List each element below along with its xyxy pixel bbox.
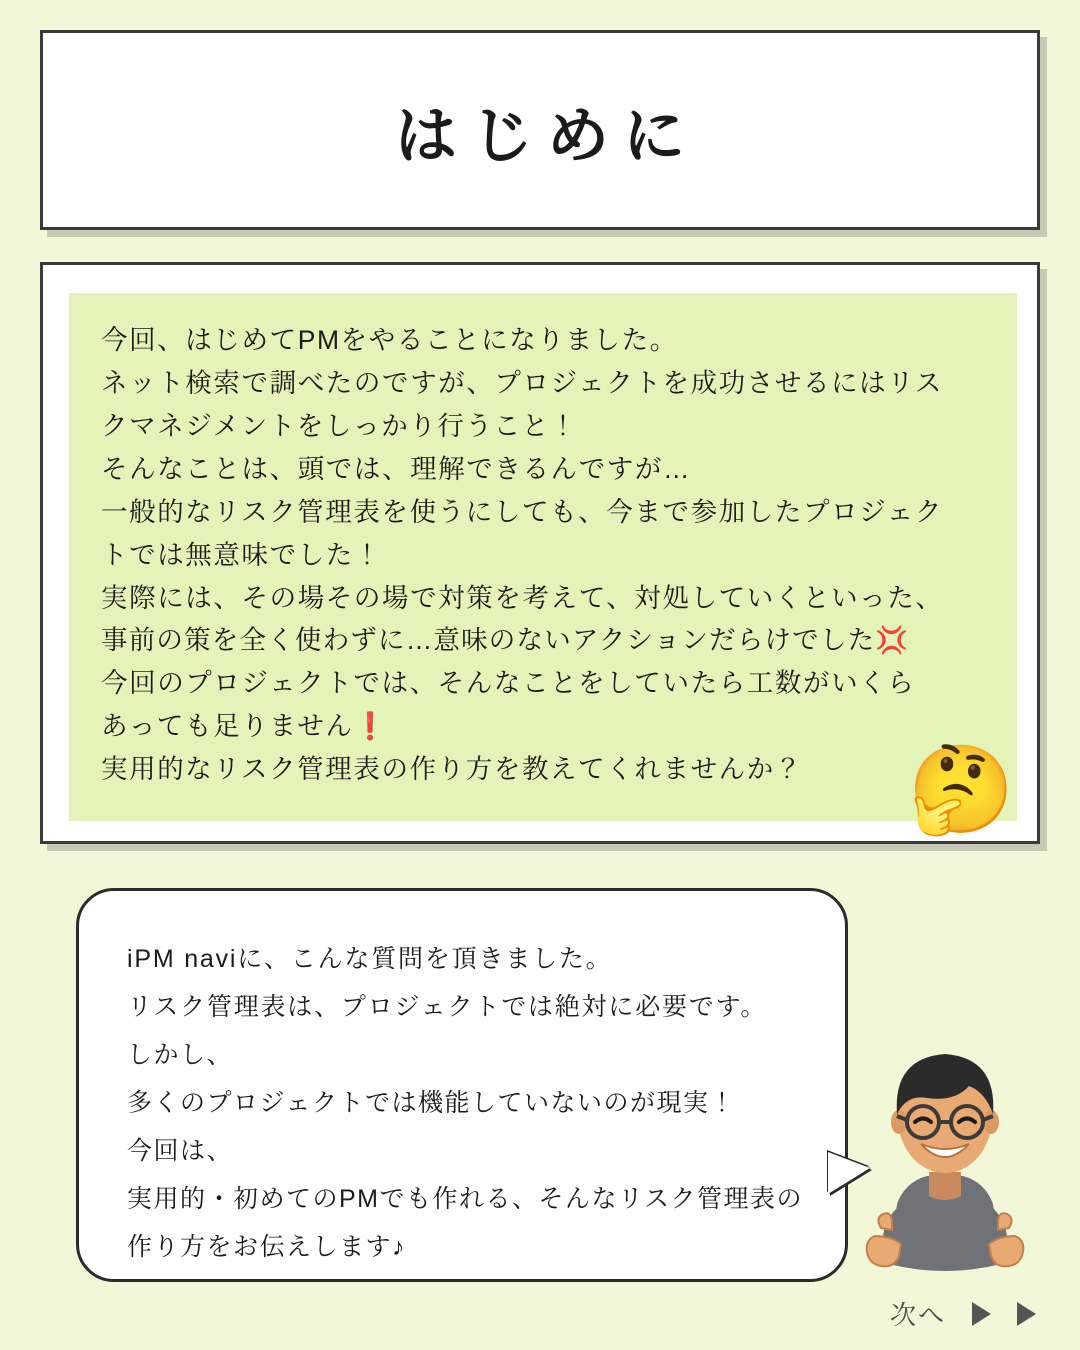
question-line: 今回、はじめてPMをやることになりました。 [101, 325, 678, 355]
question-line: 一般的なリスク管理表を使うにしても、今まで参加したプロジェク [101, 496, 943, 527]
question-line: 実際には、その場その場で対策を考えて、対処していくといった、 [101, 582, 944, 613]
thinking-face-icon: 🤔 [907, 742, 1015, 838]
answer-line: iPM naviに、こんな質問を頂きました。 [127, 945, 613, 973]
footer-nav[interactable] [890, 1295, 1036, 1332]
answer-line: 実用的・初めてのPMでも作れる、そんなリスク管理表の [127, 1185, 804, 1213]
question-text-block [69, 293, 1017, 821]
question-line: あっても足りません❗ [101, 711, 389, 742]
avatar [845, 1022, 1045, 1284]
question-line: ネット検索で調べたのですが、プロジェクトを成功させるにはリス [101, 367, 943, 398]
question-line: 事前の策を全く使わずに…意味のないアクションだらけでした💢 [101, 625, 910, 656]
answer-line: 多くのプロジェクトでは機能していないのが現実！ [127, 1089, 737, 1117]
question-line: 実用的なリスク管理表の作り方を教えてくれませんか？ [101, 754, 803, 785]
play-arrow-icon-2[interactable] [1017, 1302, 1036, 1326]
question-line: 今回のプロジェクトでは、そんなことをしていたら工数がいくら [101, 668, 916, 699]
answer-line: しかし、 [127, 1041, 234, 1069]
answer-line: リスク管理表は、プロジェクトでは絶対に必要です。 [127, 993, 768, 1021]
question-line: トでは無意味でした！ [101, 539, 382, 570]
answer-line: 今回は、 [127, 1137, 234, 1165]
question-card [40, 262, 1040, 844]
play-arrow-icon[interactable] [972, 1302, 991, 1326]
answer-line: 作り方をお伝えします♪ [127, 1233, 407, 1261]
page-title: はじめに [394, 101, 699, 171]
question-line: そんなことは、頭では、理解できるんですが… [101, 453, 692, 484]
question-line: クマネジメントをしっかり行うこと！ [101, 410, 578, 441]
title-card [40, 30, 1040, 230]
answer-speech-bubble [76, 888, 848, 1282]
next-label[interactable]: 次へ [889, 1300, 946, 1330]
